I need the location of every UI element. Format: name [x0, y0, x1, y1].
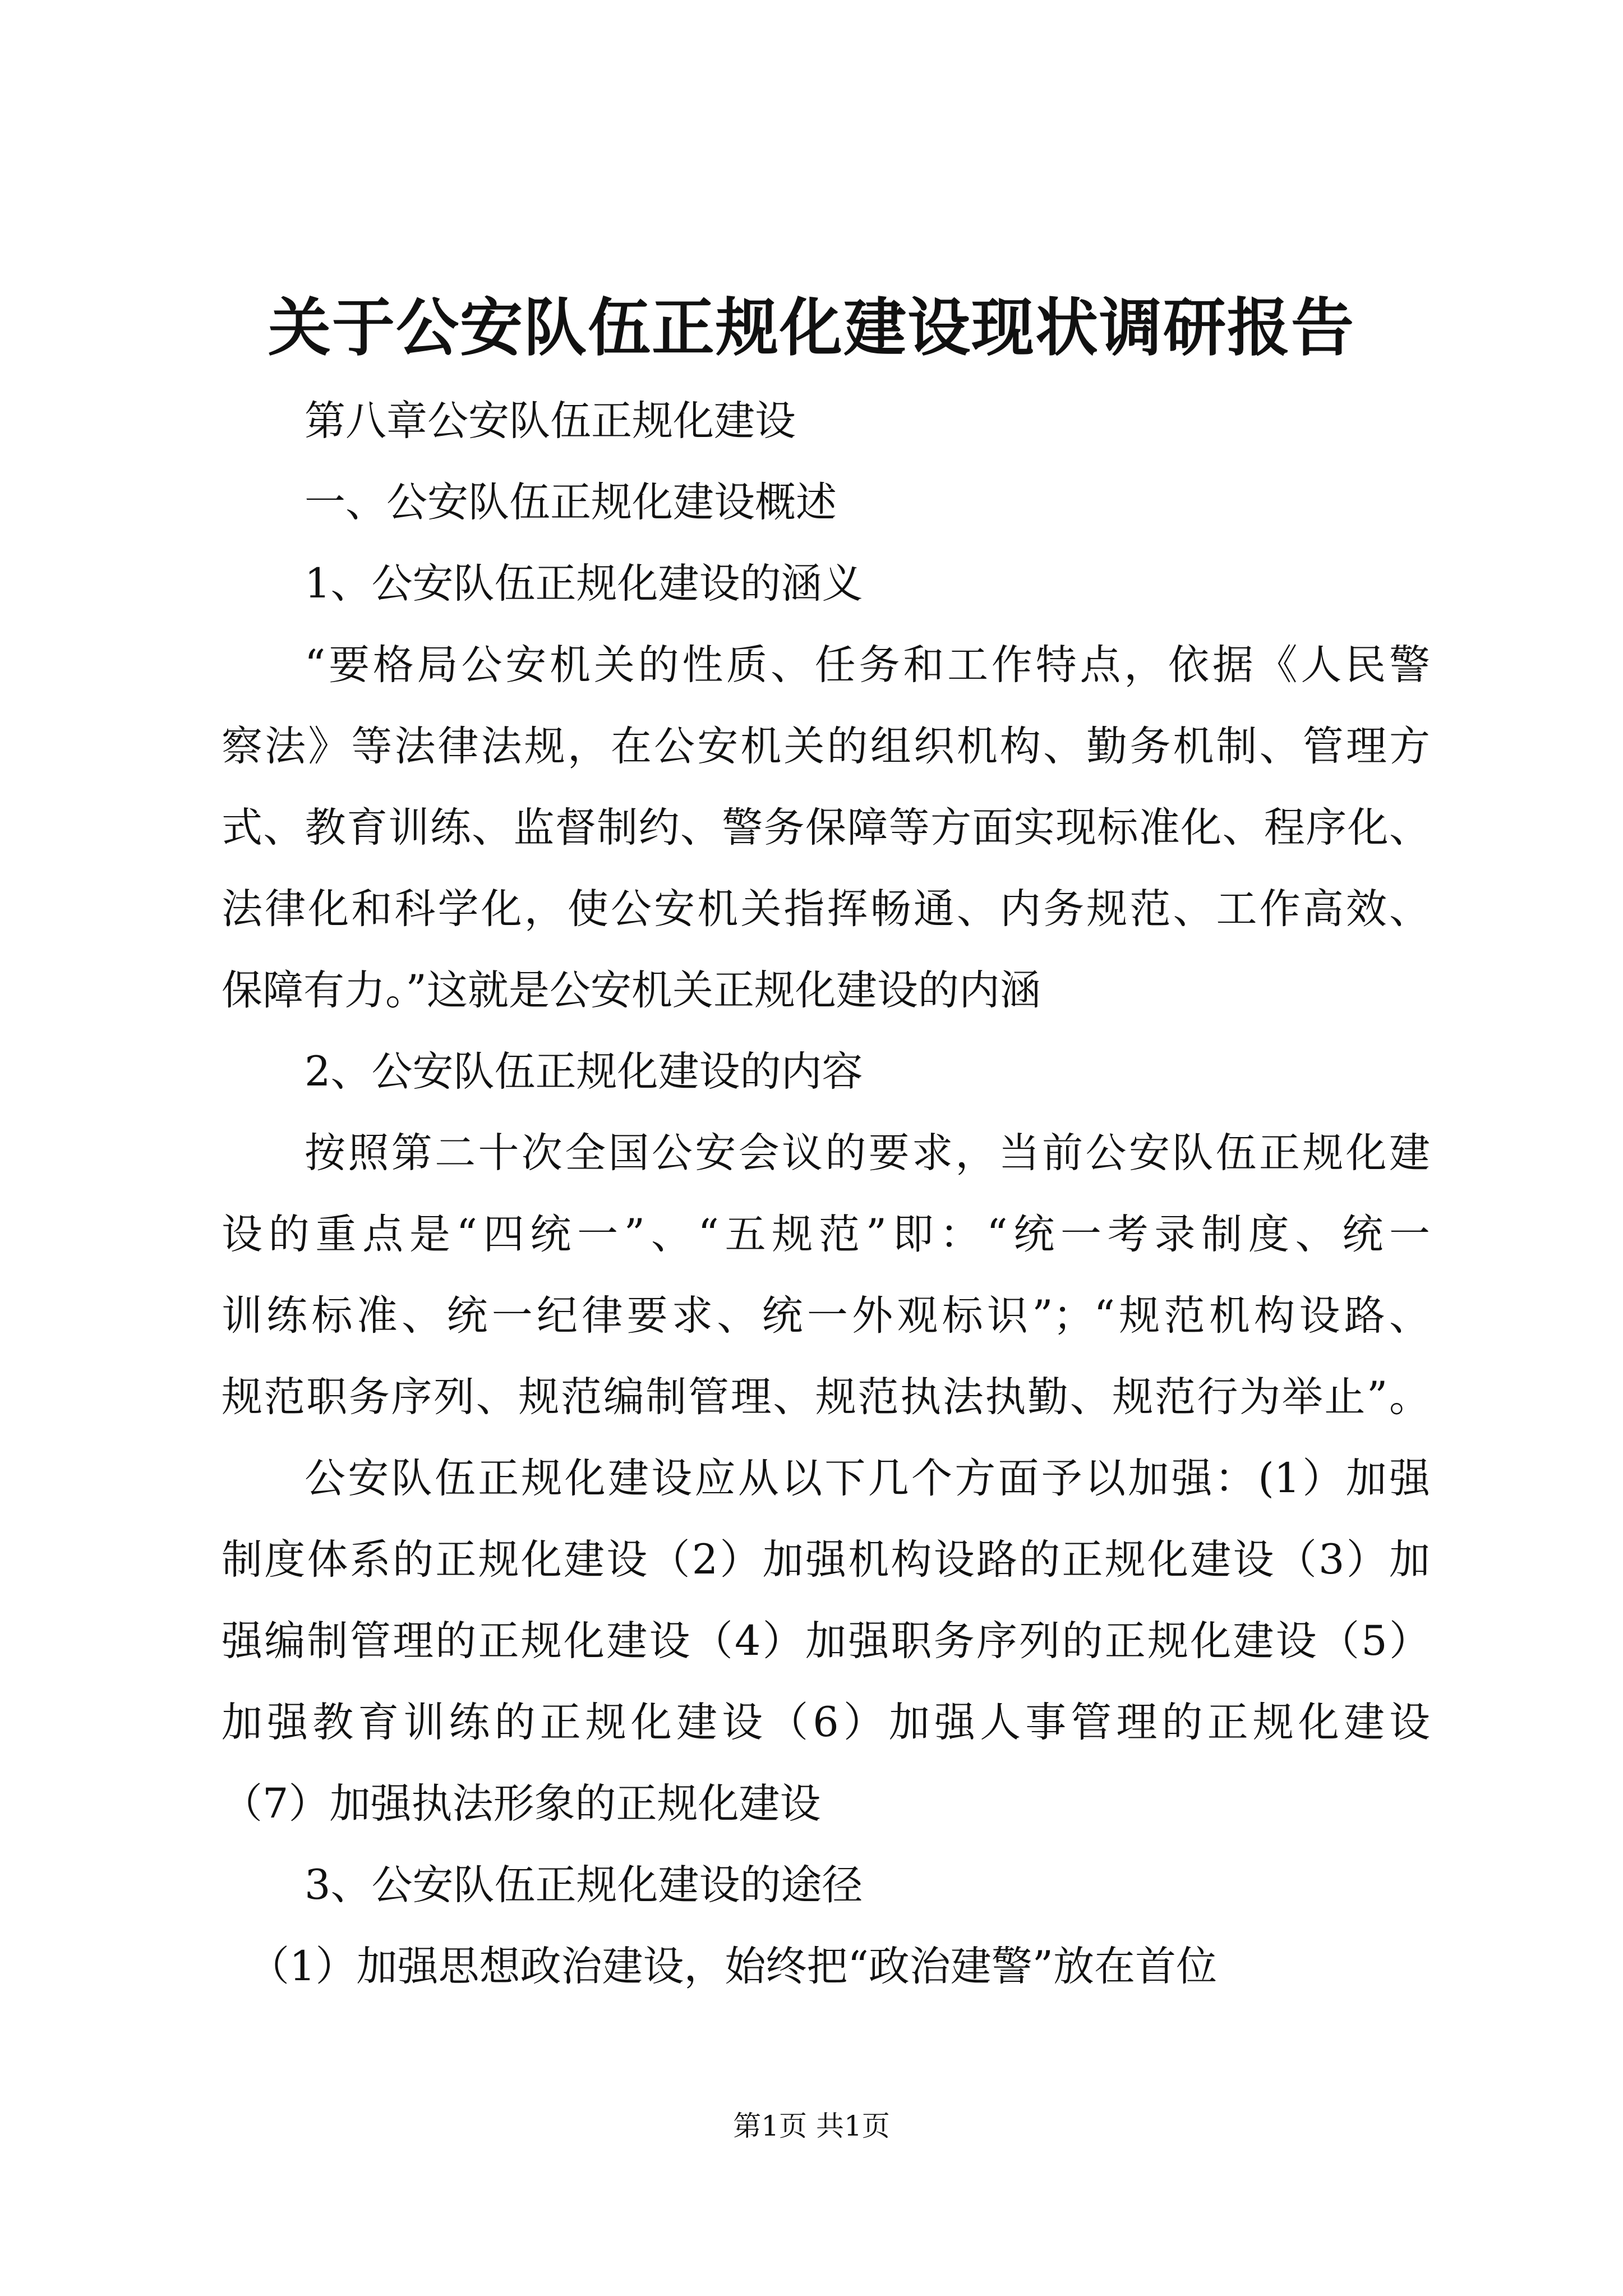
- subsection-heading: 3、公安队伍正规化建设的途径: [305, 1861, 863, 1909]
- section-heading: 一、公安队伍正规化建设概述: [305, 478, 837, 526]
- paragraph-line: 法律化和科学化，使公安机关指挥畅通、内务规范、工作高效、: [222, 885, 1430, 933]
- paragraph-line: 公安队伍正规化建设应从以下几个方面予以加强：(1）加强: [305, 1455, 1430, 1502]
- paragraph-line: 察法》等法律法规，在公安机关的组织机构、勤务机制、管理方: [222, 723, 1430, 770]
- paragraph-line: 强编制管理的正规化建设（4）加强职务序列的正规化建设（5）: [222, 1617, 1430, 1665]
- paragraph-line: （7）加强执法形象的正规化建设: [222, 1780, 821, 1828]
- paragraph-line: 式、教育训练、监督制约、警务保障等方面实现标准化、程序化、: [222, 804, 1430, 852]
- subsection-heading: 2、公安队伍正规化建设的内容: [305, 1048, 863, 1096]
- paragraph-line: 加强教育训练的正规化建设（6）加强人事管理的正规化建设: [222, 1699, 1430, 1746]
- document-title: 关于公安队伍正规化建设现状调研报告: [268, 291, 1355, 365]
- paragraph-line: 保障有力。”这就是公安机关正规化建设的内涵: [222, 967, 1041, 1014]
- paragraph-line: 设的重点是“四统一”、“五规范”即：“统一考录制度、统一: [222, 1211, 1430, 1258]
- page-footer: 第1页 共1页: [733, 2110, 890, 2142]
- paragraph-line: 制度体系的正规化建设（2）加强机构设路的正规化建设（3）加: [222, 1536, 1430, 1584]
- paragraph-line: （1）加强思想政治建设，始终把“政治建警”放在首位: [248, 1943, 1218, 1990]
- paragraph-line: 训练标准、统一纪律要求、统一外观标识”；“规范机构设路、: [222, 1292, 1430, 1340]
- paragraph-line: 按照第二十次全国公安会议的要求，当前公安队伍正规化建: [305, 1129, 1430, 1177]
- paragraph-line: “要格局公安机关的性质、任务和工作特点，依据《人民警: [305, 641, 1430, 689]
- document-body: [222, 380, 1430, 2007]
- chapter-heading: 第八章公安队伍正规化建设: [305, 397, 796, 445]
- paragraph-line: 规范职务序列、规范编制管理、规范执法执勤、规范行为举止”。: [222, 1373, 1430, 1421]
- subsection-heading: 1、公安队伍正规化建设的涵义: [305, 560, 863, 608]
